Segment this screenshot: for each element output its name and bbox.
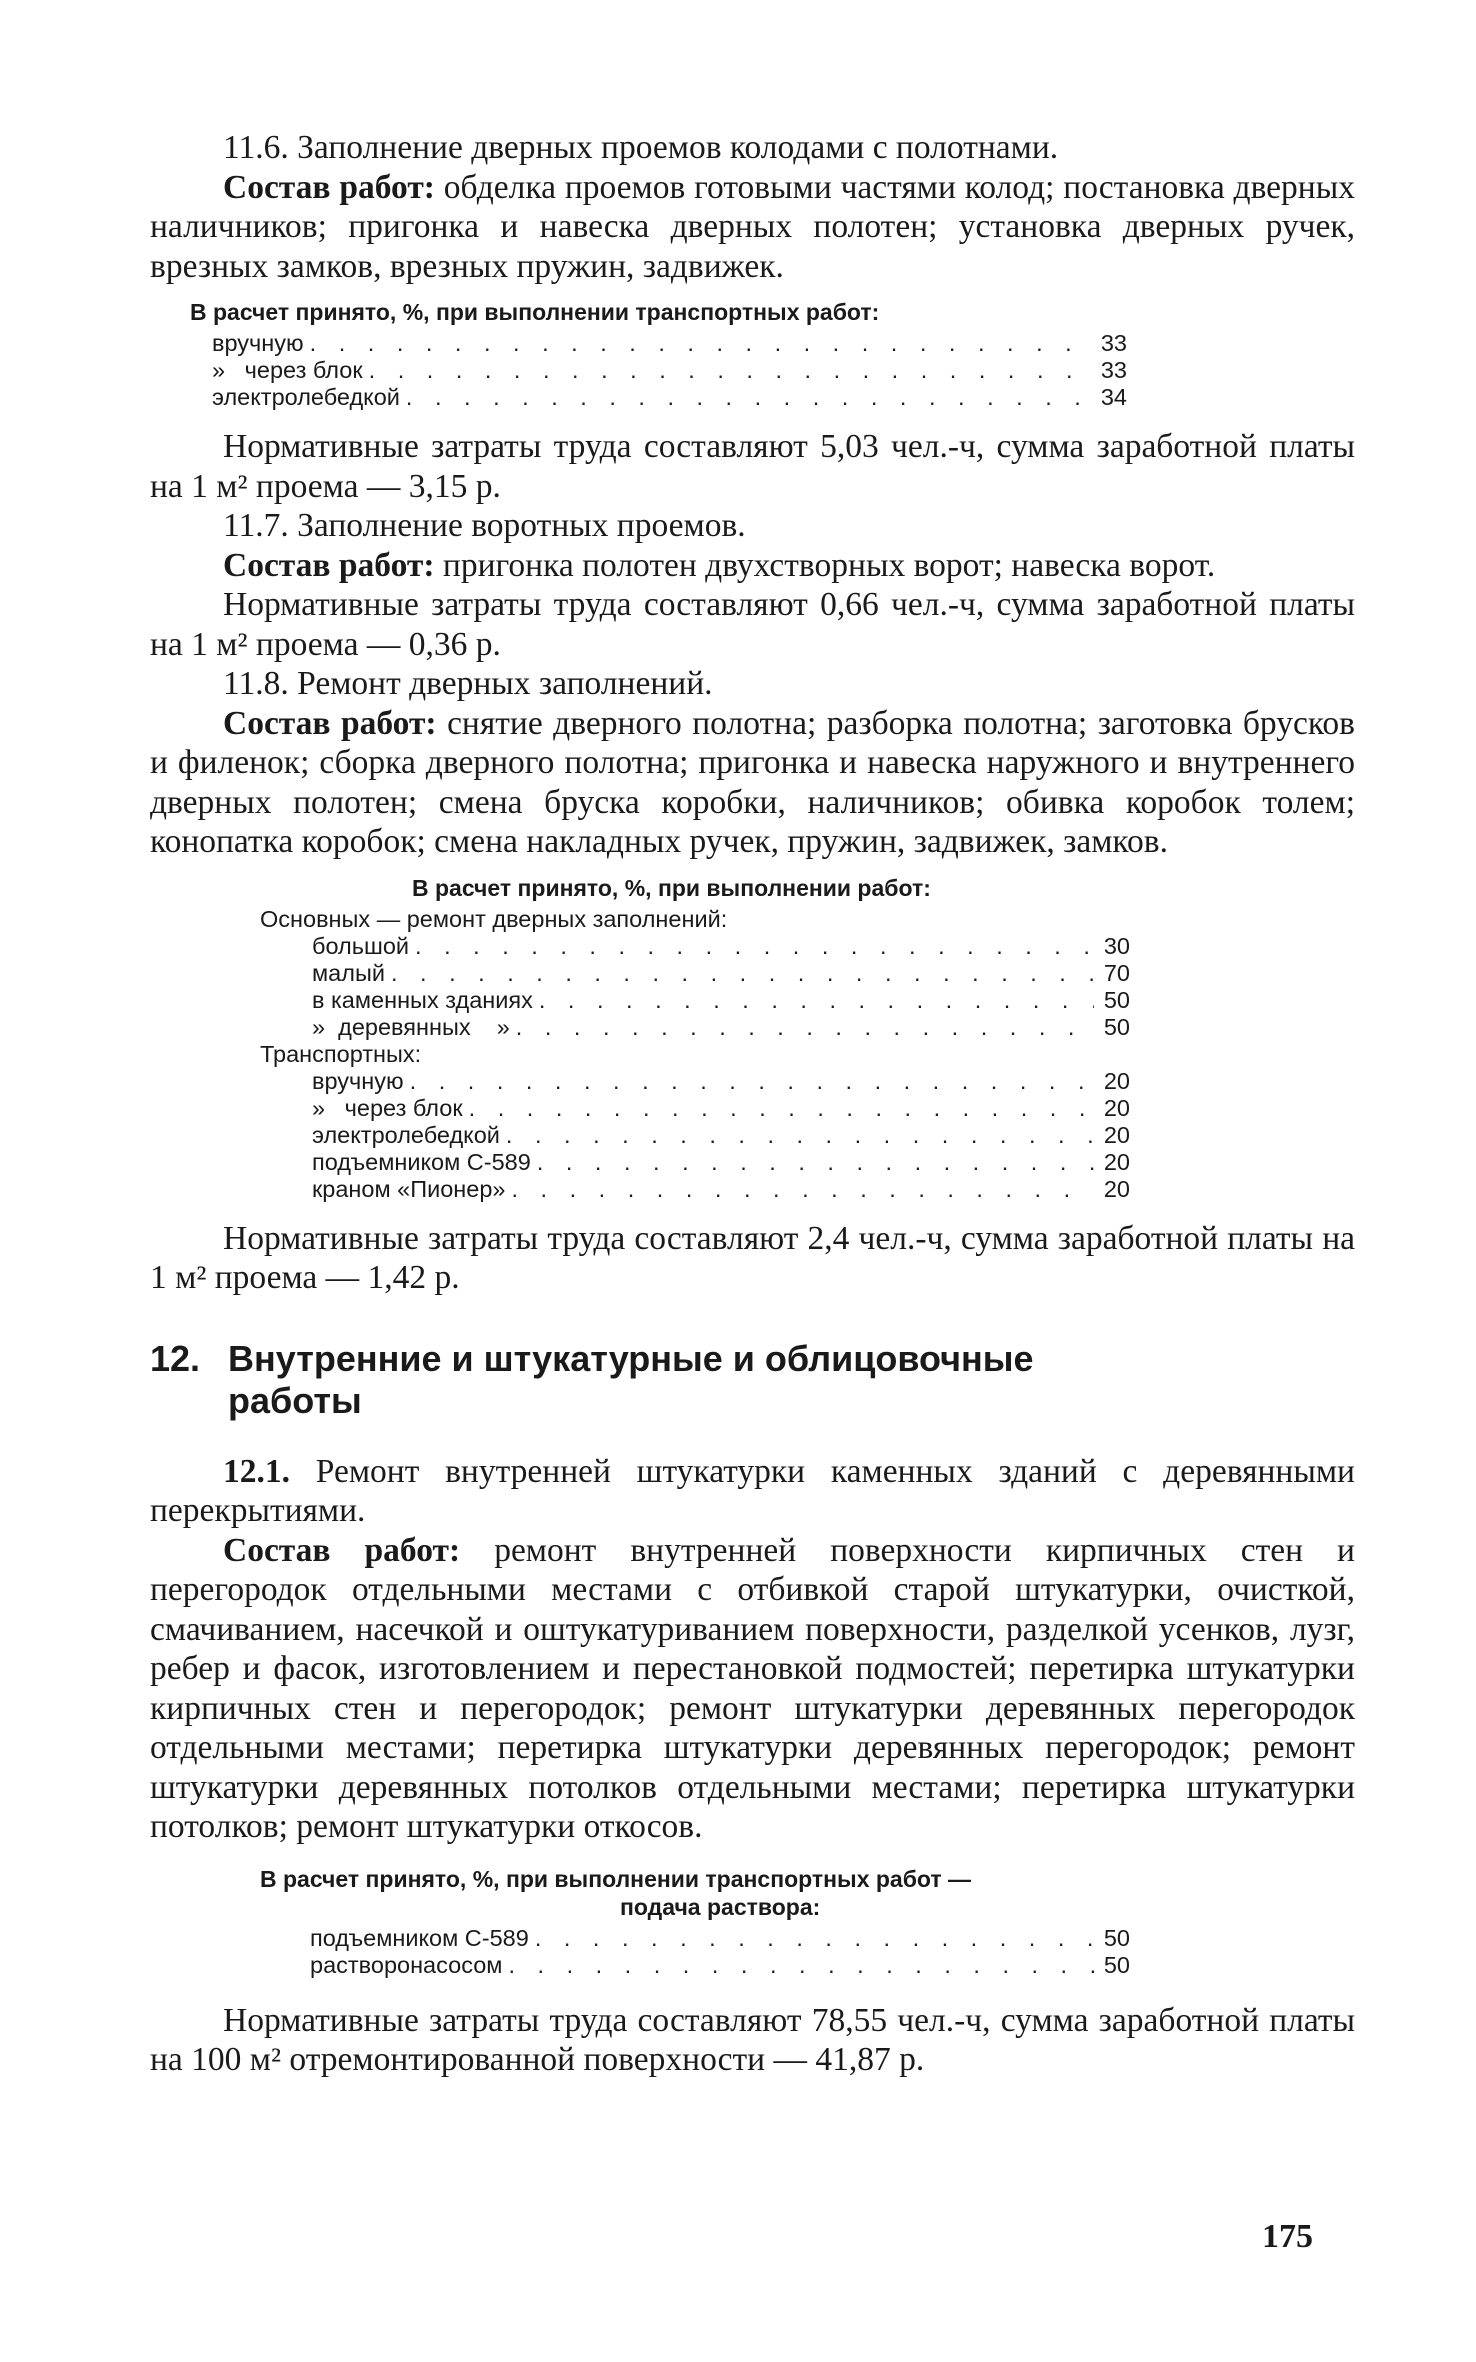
item-11-7-sostav <box>150 546 1355 586</box>
item-11-8-sostav <box>150 704 1355 862</box>
section-number: 12. <box>150 1337 201 1379</box>
list-row: вручную . . . 20 <box>312 1068 1130 1095</box>
item-12-1-heading <box>150 1452 1355 1531</box>
list-row: подъемником С-589 . . . 20 <box>312 1149 1130 1176</box>
item-number: 11.6. <box>223 129 289 166</box>
item-title: Заполнение воротных проемов. <box>297 507 746 544</box>
item-number: 11.8. <box>223 665 289 702</box>
list-row: растворонасосом . . . 50 <box>310 1952 1130 1979</box>
section-title-line2: работы <box>228 1379 362 1421</box>
percent-list-11-6 <box>212 330 1127 411</box>
table-title <box>150 1865 1355 1921</box>
item-11-6-norm: Нормативные затраты труда составляют 5,03 чел.-ч, сумма заработной платы на 1 м² проема — 3,15 р. <box>150 428 1355 505</box>
list-row: » деревянных » . . . 50 <box>312 1014 1130 1041</box>
percent-list-11-8 <box>260 906 1130 1203</box>
page-content <box>150 128 1355 2080</box>
item-number: 12.1. <box>223 1452 290 1490</box>
list-row: малый . . . 70 <box>312 960 1130 987</box>
item-number: 11.7. <box>223 507 289 544</box>
item-11-7-heading <box>150 506 1355 546</box>
group-rows <box>260 933 1130 1041</box>
sostav-text: обделка проемов готовыми частями колод; постановка дверных наличников; пригонка и навеска дверных полотен; установка дверных ручек, врезных замков, врезных пружин, задвижек. <box>150 168 1355 285</box>
item-title: Заполнение дверных проемов колодами с полотнами. <box>297 129 1059 166</box>
item-11-6-sostav <box>150 168 1355 287</box>
sostav-label: Состав работ: <box>223 1531 461 1569</box>
list-row: вручную . . . 33 <box>212 330 1127 357</box>
item-11-6-heading <box>150 128 1355 168</box>
list-row: подъемником С-589 . . . 50 <box>310 1925 1130 1952</box>
sostav-label: Состав работ: <box>223 704 437 742</box>
table-title: В расчет принято, %, при выполнении транспортных работ: <box>190 299 880 325</box>
list-row: в каменных зданиях . . . 50 <box>312 987 1130 1014</box>
page-number: 175 <box>1262 2218 1313 2255</box>
list-row: краном «Пионер» . . . 20 <box>312 1176 1130 1203</box>
list-row: электролебедкой . . . 20 <box>312 1122 1130 1149</box>
item-12-1-norm: Нормативные затраты труда составляют 78,55 чел.-ч, сумма заработной платы на 100 м² отремонтированной поверхности — 41,87 р. <box>150 2001 1355 2078</box>
sostav-label: Состав работ: <box>223 546 435 584</box>
item-title: Ремонт дверных заполнений. <box>297 665 713 702</box>
list-row: электролебедкой . . . 34 <box>212 384 1127 411</box>
sostav-text: пригонка полотен двухстворных ворот; навеска ворот. <box>442 546 1216 584</box>
section-title-line1: Внутренние и штукатурные и облицовочные <box>228 1337 1034 1379</box>
list-row: » через блок . . . 33 <box>212 357 1127 384</box>
sostav-label: Состав работ: <box>223 168 435 206</box>
table-title-line1: В расчет принято, %, при выполнении транспортных работ — <box>260 1865 972 1892</box>
sostav-text: снятие дверного полотна; разборка полотна; заготовка брусков и филенок; сборка дверного полотна; пригонка и навеска наружного и внутреннего дверных полотен; смена бруска коробки, наличников; обивка коробок толем; конопатка коробок; смена накладных ручек, пружин, задвижек, замков. <box>150 704 1355 860</box>
item-11-7-norm: Нормативные затраты труда составляют 0,66 чел.-ч, сумма заработной платы на 1 м² проема — 0,36 р. <box>150 586 1355 663</box>
table-title-line2: подача раствора: <box>620 1893 821 1920</box>
group-label: Основных — ремонт дверных заполнений: <box>260 905 728 932</box>
table-title: В расчет принято, %, при выполнении работ: <box>412 874 931 901</box>
item-11-8-norm: Нормативные затраты труда составляют 2,4 чел.-ч, сумма заработной платы на 1 м² проема — 1,42 р. <box>150 1219 1355 1296</box>
list-row: большой . . . 30 <box>312 933 1130 960</box>
item-title: Ремонт внутренней штукатурки каменных зданий с деревянными перекрытиями. <box>150 1452 1355 1529</box>
sostav-text: ремонт внутренней поверхности кирпичных стен и перегородок отдельными местами с отбивкой старой штукатурки, очисткой, смачиванием, насечкой и оштукатуриванием поверхности, разделкой усенков, лузг, ребер и фасок, изготовлением и перестановкой подмостей; перетирка штукатурки кирпичных стен и перегородок; ремонт штукатурки деревянных перегородок отдельными местами; перетирка штукатурки деревянных перегородок; ремонт штукатурки деревянных потолков отдельными местами; перетирка штукатурки потолков; ремонт штукатурки откосов. <box>150 1531 1355 1845</box>
percent-list-12-1 <box>310 1925 1130 1979</box>
section-12-title <box>150 1338 1355 1422</box>
item-12-1-sostav <box>150 1531 1355 1847</box>
group-rows <box>260 1068 1130 1203</box>
item-11-8-heading <box>150 664 1355 704</box>
list-row: » через блок . . . 20 <box>312 1095 1130 1122</box>
group-label: Транспортных: <box>260 1040 422 1067</box>
